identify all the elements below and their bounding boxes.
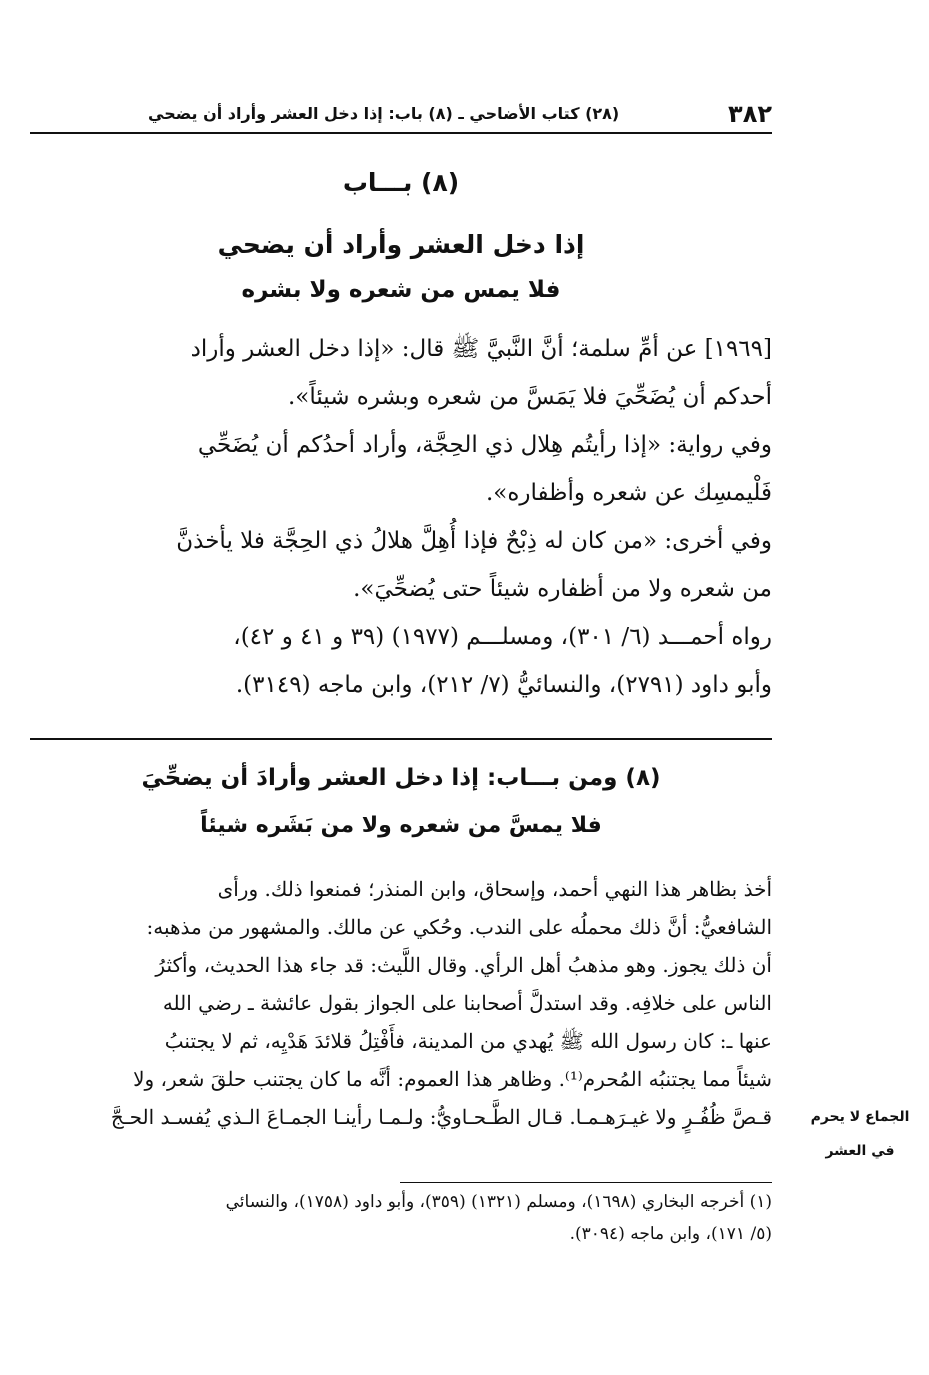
hadith-text: [30, 325, 772, 709]
footnotes: [30, 1186, 772, 1250]
hadith-line: رواه أحمـــد (٦/ ٣٠١)، ومسلـــم (١٩٧٧) (٣٩ و ٤١ و ٤٢)،: [233, 624, 772, 650]
hadith-line: من شعره ولا من أظفاره شيئاً حتى يُضحِّيَ».: [353, 576, 772, 602]
commentary-line: أخذ بظاهر هذا النهي أحمد، وإسحاق، وابن المنذر؛ فمنعوا ذلك. ورأى: [217, 877, 772, 901]
page-number: ٣٨٢: [728, 100, 772, 128]
margin-note-line-2: في العشر: [825, 1143, 895, 1159]
footnote-divider: [400, 1182, 772, 1183]
hadith-line: [١٩٦٩] عن أمِّ سلمة؛ أنَّ النَّبيَّ ﷺ قال: «إذا دخل العشر وأراد: [190, 336, 772, 362]
hadith-line: وفي رواية: «إذا رأيتُم هِلال ذي الحِجَّة، وأراد أحدُكم أن يُضَحِّي: [197, 432, 772, 458]
commentary-line: شيئاً مما يجتنبُه المُحرم⁽¹⁾. وظاهر هذا العموم: أنَّه ما كان يجتنب حلقَ شعر، ولا: [133, 1067, 772, 1091]
commentary-line: عنها ـ: كان رسول الله ﷺ يُهدي من المدينة، فأَفْتِلُ قلائدَ هَدْيِه، ثم لا يجتنبُ: [164, 1029, 772, 1053]
chapter-title-line-2: فلا يمس من شعره ولا بشره: [241, 277, 561, 303]
commentary-heading-line-2: فلا يمسَّ من شعره ولا من بَشَره شيئاً: [200, 813, 602, 838]
chapter-title-line-1: إذا دخل العشر وأراد أن يضحي: [217, 230, 585, 259]
footnote-line: (٥/ ١٧١)، وابن ماجه (٣٠٩٤).: [569, 1224, 772, 1244]
margin-note: [795, 1100, 925, 1168]
margin-note-line-1: الجماع لا يحرم: [810, 1109, 910, 1125]
hadith-line: وفي أخرى: «من كان له ذِبْحٌ فإذا أُهِلَّ هلالُ ذي الحِجَّة فلا يأخذنَّ: [176, 528, 772, 554]
hadith-line: فَلْيمسِك عن شعره وأظفاره».: [485, 480, 772, 506]
chapter-heading: (٨) بـــاب: [342, 168, 460, 197]
commentary-line: الناس على خلافِه. وقد استدلَّ أصحابنا على الجواز بقول عائشة ـ رضي الله: [162, 991, 772, 1015]
header-rule: [30, 132, 772, 134]
commentary-line: الشافعيُّ: أنَّ ذلك محملُه على الندب. وحُكي عن مالك. والمشهور من مذهبه:: [146, 915, 772, 939]
commentary-line: قـصَّ ظُفُـرٍ ولا غيـرَهـمـا. قـال الطَّـحـاويُّ: ولـمـا رأينـا الجمـاعَ الـذي يُفسـد الحـجَّ: [110, 1105, 772, 1129]
section-divider: [30, 738, 772, 740]
commentary-line: أن ذلك يجوز. وهو مذهبُ أهل الرأي. وقال اللَّيث: قد جاء هذا الحديث، وأكثرُ: [155, 953, 772, 977]
hadith-line: وأبو داود (٢٧٩١)، والنسائيُّ (٧/ ٢١٢)، وابن ماجه (٣١٤٩).: [235, 672, 772, 698]
hadith-line: أحدكم أن يُضَحِّيَ فلا يَمَسَّ من شعره وبشره شيئاً».: [287, 384, 772, 410]
footnote-line: (١) أخرجه البخاري (١٦٩٨)، ومسلم (١٣٢١) (٣٥٩)، وأبو داود (١٧٥٨)، والنسائي: [225, 1192, 772, 1212]
commentary-heading-line-1: (٨) ومن بـــاب: إذا دخل العشر وأرادَ أن يضحِّيَ: [141, 765, 661, 791]
running-title: (٢٨) كتاب الأضاحي ـ (٨) باب: إذا دخل العشر وأراد أن يضحي: [148, 104, 620, 123]
commentary-text: [30, 870, 772, 1136]
running-header: [30, 98, 772, 132]
